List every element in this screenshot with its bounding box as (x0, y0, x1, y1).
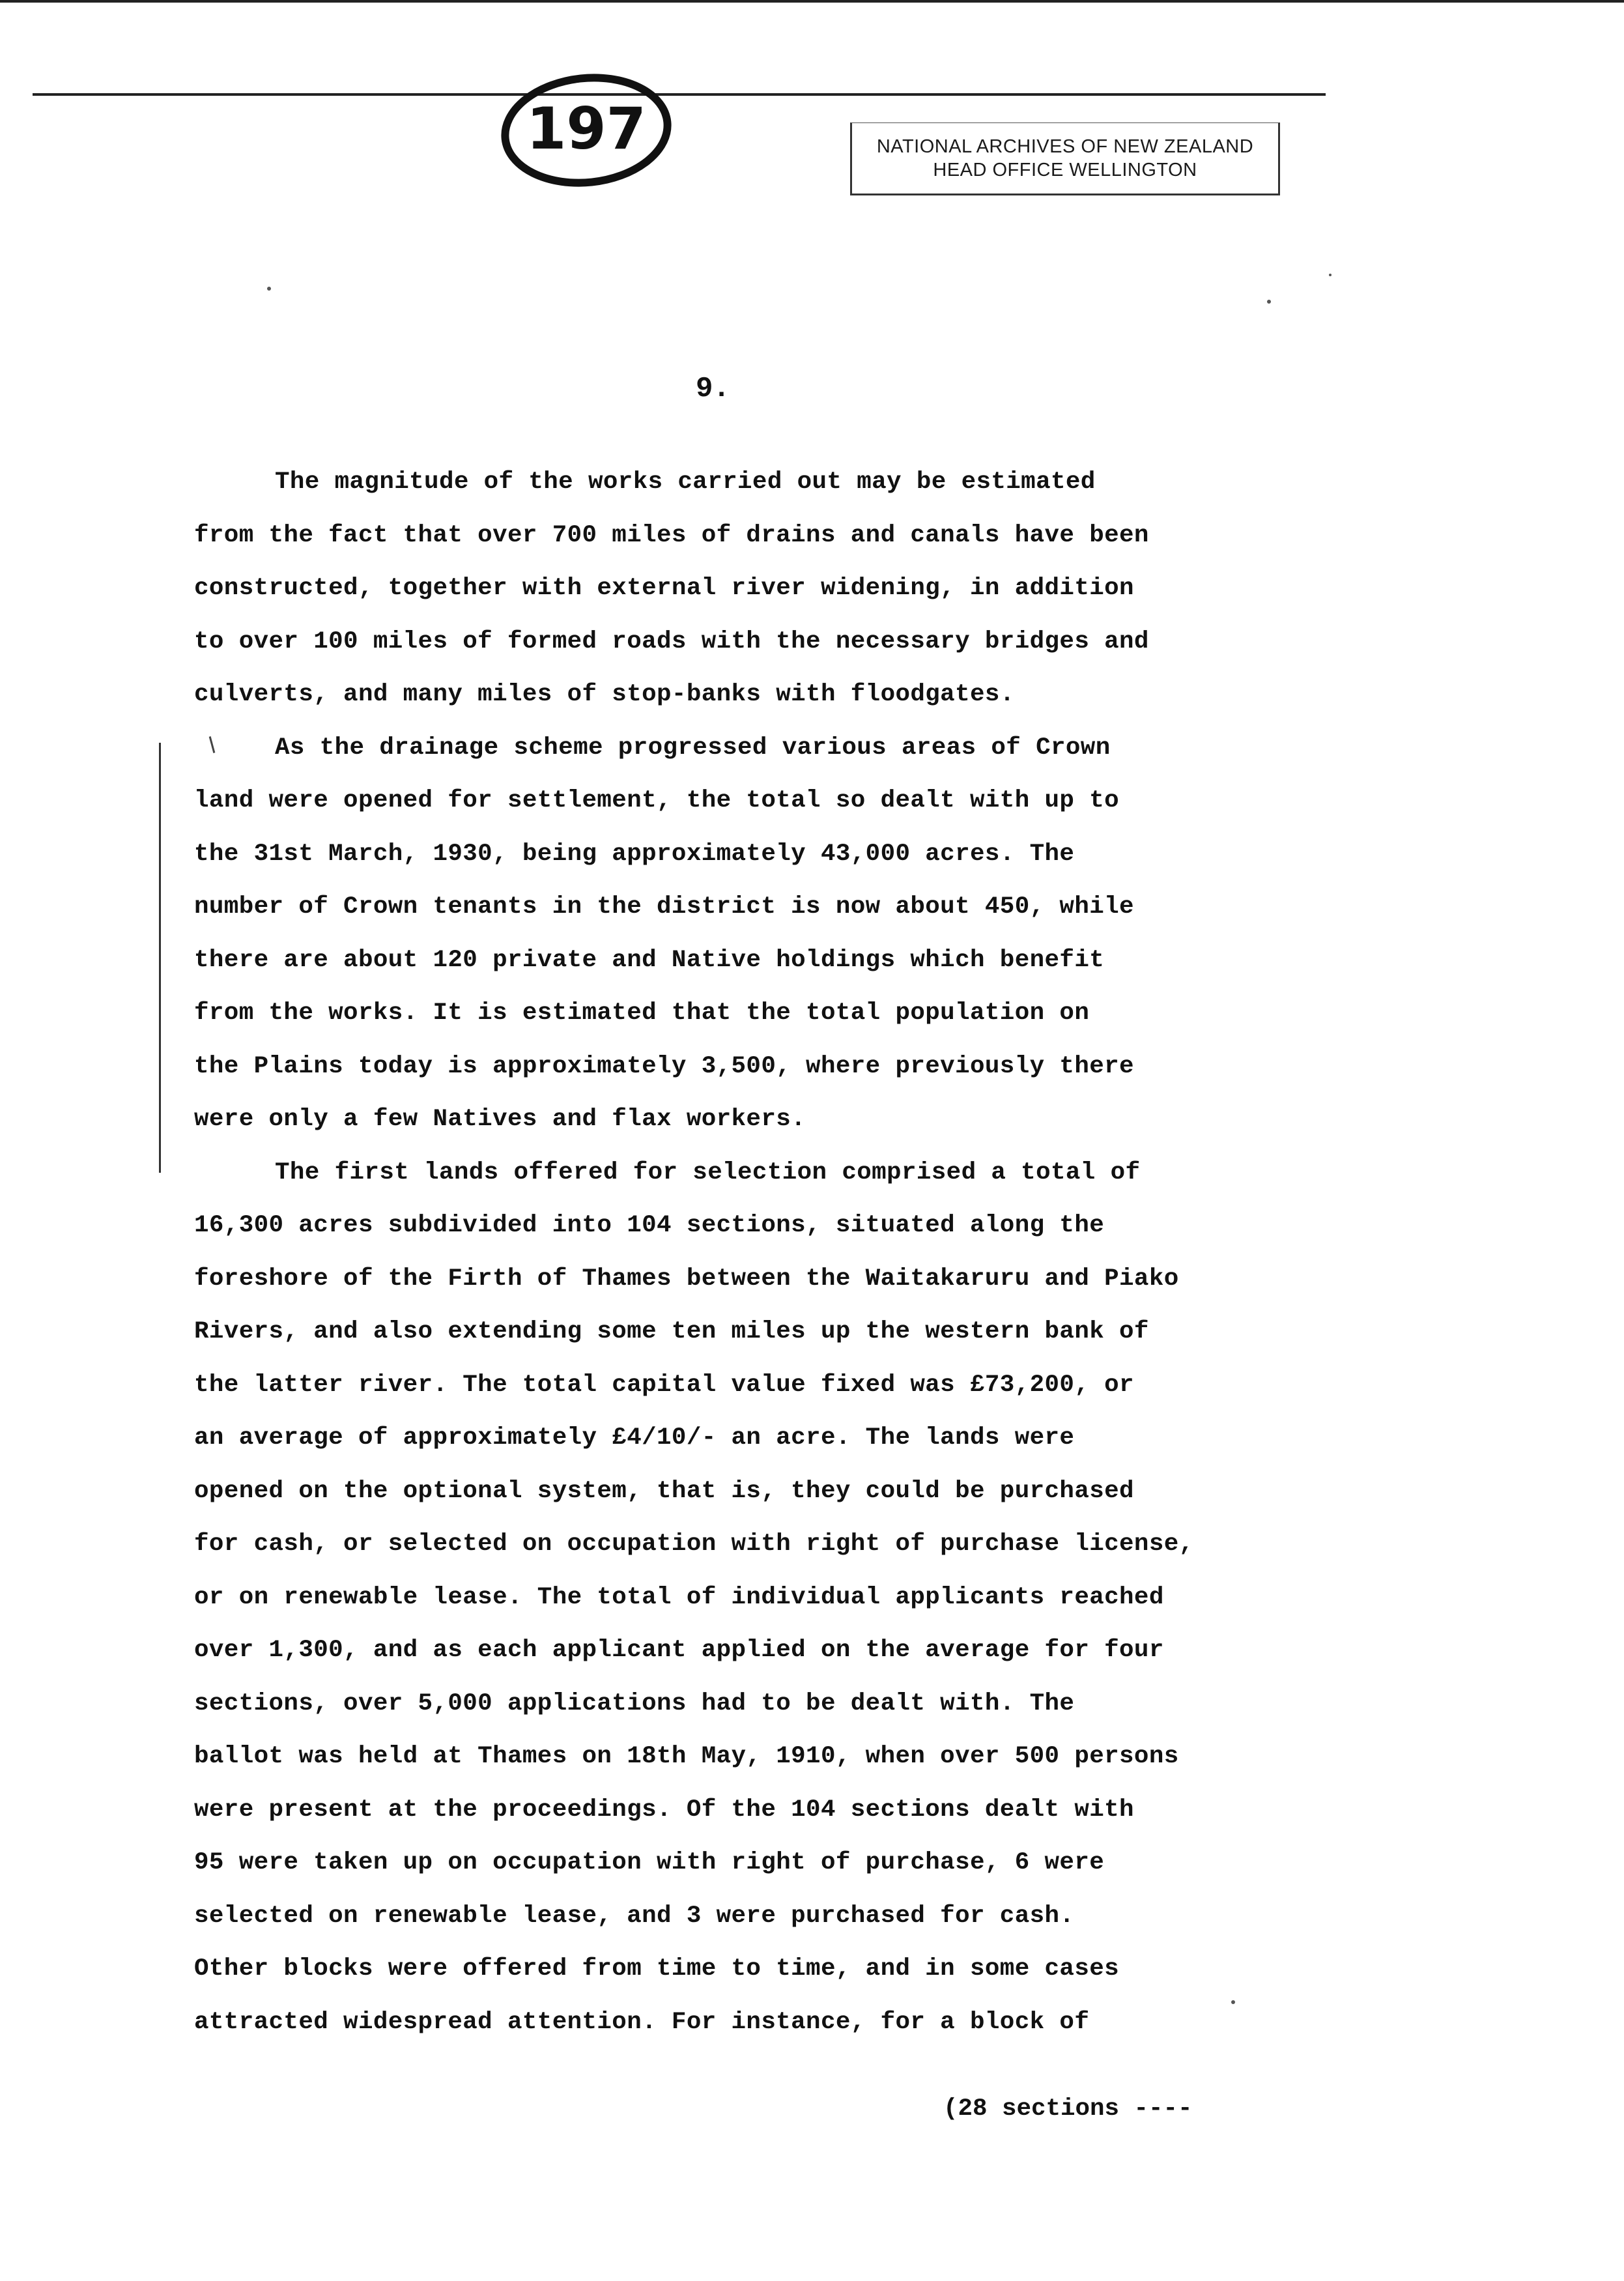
text-line: an average of approximately £4/10/- an acre. The lands were (194, 1424, 1075, 1452)
body-text (194, 456, 1315, 2049)
margin-line (159, 743, 161, 1173)
text-line: attracted widespread attention. For instance, for a block of (194, 2008, 1090, 2036)
text-line: As the drainage scheme progressed various areas of Crown (275, 734, 1111, 762)
text-line: land were opened for settlement, the total so dealt with up to (194, 787, 1120, 814)
text-line: foreshore of the Firth of Thames between the Waitakaruru and Piako (194, 1265, 1179, 1293)
text-line: were present at the proceedings. Of the 104 sections dealt with (194, 1796, 1134, 1824)
text-line: 95 were taken up on occupation with right of purchase, 6 were (194, 1849, 1105, 1876)
text-line: opened on the optional system, that is, they could be purchased (194, 1477, 1134, 1505)
text-line: from the fact that over 700 miles of drains and canals have been (194, 521, 1149, 549)
archive-stamp-line2: HEAD OFFICE WELLINGTON (933, 160, 1197, 180)
text-line: ballot was held at Thames on 18th May, 1910, when over 500 persons (194, 1743, 1179, 1770)
text-line: selected on renewable lease, and 3 were purchased for cash. (194, 1902, 1075, 1930)
text-line: the 31st March, 1930, being approximately 43,000 acres. The (194, 840, 1075, 868)
text-line: number of Crown tenants in the district is now about 450, while (194, 893, 1134, 921)
text-line: or on renewable lease. The total of individual applicants reached (194, 1583, 1164, 1611)
text-line: over 1,300, and as each applicant applied on the average for four (194, 1637, 1164, 1664)
text-line: for cash, or selected on occupation with right of purchase license, (194, 1530, 1194, 1558)
text-line: to over 100 miles of formed roads with the necessary bridges and (194, 627, 1149, 655)
top-rule (33, 93, 1326, 96)
scan-speck (1267, 300, 1271, 304)
text-line: The first lands offered for selection comprised a total of (275, 1158, 1141, 1186)
page-number: 9. (696, 373, 730, 405)
text-line: culverts, and many miles of stop-banks with floodgates. (194, 681, 1015, 708)
scan-speck (267, 287, 271, 291)
text-line: Other blocks were offered from time to time, and in some cases (194, 1955, 1120, 1983)
text-line: Rivers, and also extending some ten miles up the western bank of (194, 1318, 1149, 1345)
archive-stamp-line1: NATIONAL ARCHIVES OF NEW ZEALAND (876, 136, 1254, 157)
text-line: the Plains today is approximately 3,500, where previously there (194, 1052, 1134, 1080)
text-line: were only a few Natives and flax workers. (194, 1106, 806, 1133)
text-line: 16,300 acres subdivided into 104 sections, situated along the (194, 1212, 1105, 1239)
text-line: the latter river. The total capital value fixed was £73,200, or (194, 1371, 1134, 1399)
text-line: constructed, together with external river widening, in addition (194, 575, 1134, 602)
catchword: (28 sections ---- (943, 2095, 1193, 2123)
text-line: sections, over 5,000 applications had to be dealt with. The (194, 1689, 1075, 1717)
archive-stamp (850, 122, 1280, 195)
scan-top-edge (0, 0, 1624, 3)
text-line: there are about 120 private and Native holdings which benefit (194, 946, 1105, 974)
scan-speck (1231, 2000, 1235, 2004)
text-line: from the works. It is estimated that the total population on (194, 999, 1090, 1027)
folio-mark-number: 197 (526, 95, 646, 162)
scan-speck (1329, 274, 1332, 276)
text-line: The magnitude of the works carried out may be estimated (275, 468, 1096, 496)
folio-mark (495, 65, 677, 195)
